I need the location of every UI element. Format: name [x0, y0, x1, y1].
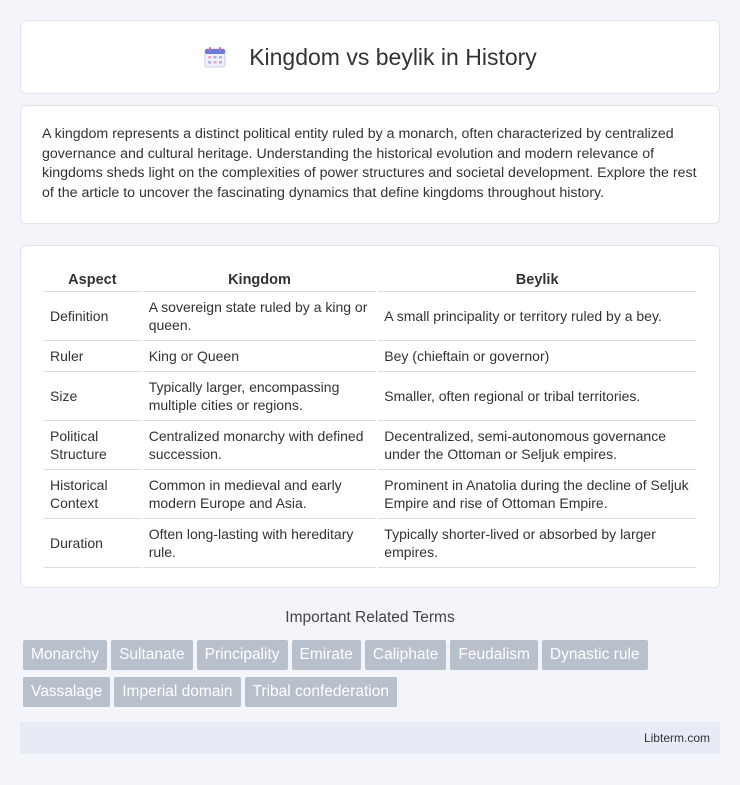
intro-card [20, 105, 720, 224]
tag-emirate[interactable]: Emirate [292, 640, 361, 670]
tag-principality[interactable]: Principality [197, 640, 288, 670]
cell-aspect: Definition [44, 292, 141, 341]
header-aspect: Aspect [44, 262, 141, 292]
header-beylik: Beylik [378, 262, 696, 292]
page-title: Kingdom vs beylik in History [249, 43, 537, 70]
tag-imperial-domain[interactable]: Imperial domain [114, 677, 240, 707]
table-row [44, 519, 696, 568]
footer-link[interactable]: Libterm.com [643, 731, 710, 745]
table-row [44, 470, 696, 519]
cell-aspect: Ruler [44, 341, 141, 372]
tag-vassalage[interactable]: Vassalage [23, 677, 110, 707]
intro-text: A kingdom represents a distinct political entity ruled by a monarch, often characterized by centralized governance and cultural heritage. Understanding the historical evolution and modern relevance of kingdoms sheds light on the complexities of power structures and societal development. Explore the rest of the article to uncover the fascinating dynamics that define kingdoms throughout history. [42, 126, 697, 201]
table-row [44, 372, 696, 421]
tag-caliphate[interactable]: Caliphate [365, 640, 447, 670]
tag-sultanate[interactable]: Sultanate [111, 640, 193, 670]
tag-feudalism[interactable]: Feudalism [450, 640, 538, 670]
table-row [44, 292, 696, 341]
cell-beylik: A small principality or territory ruled by a bey. [378, 292, 696, 341]
tag-tribal-confederation[interactable]: Tribal confederation [245, 677, 397, 707]
related-tags [23, 640, 723, 714]
tag-dynastic-rule[interactable]: Dynastic rule [542, 640, 648, 670]
table-row [44, 341, 696, 372]
cell-beylik: Bey (chieftain or governor) [378, 341, 696, 372]
table-header-row [44, 262, 696, 292]
footer [20, 722, 720, 754]
cell-kingdom: Common in medieval and early modern Europe and Asia. [143, 470, 377, 519]
cell-aspect: Size [44, 372, 141, 421]
cell-kingdom: Centralized monarchy with defined succession. [143, 421, 377, 470]
cell-kingdom: Typically larger, encompassing multiple cities or regions. [143, 372, 377, 421]
header-kingdom: Kingdom [143, 262, 377, 292]
cell-beylik: Typically shorter-lived or absorbed by larger empires. [378, 519, 696, 568]
tag-monarchy[interactable]: Monarchy [23, 640, 107, 670]
cell-beylik: Prominent in Anatolia during the decline of Seljuk Empire and rise of Ottoman Empire. [378, 470, 696, 519]
cell-aspect: Duration [44, 519, 141, 568]
cell-kingdom: A sovereign state ruled by a king or queen. [143, 292, 377, 341]
table-row [44, 421, 696, 470]
cell-aspect: Political Structure [44, 421, 141, 470]
header-card [20, 20, 720, 94]
cell-beylik: Smaller, often regional or tribal territories. [378, 372, 696, 421]
calendar-icon [203, 45, 227, 69]
cell-beylik: Decentralized, semi-autonomous governance under the Ottoman or Seljuk empires. [378, 421, 696, 470]
related-terms-title: Important Related Terms [285, 609, 455, 626]
cell-kingdom: Often long-lasting with hereditary rule. [143, 519, 377, 568]
comparison-card [20, 245, 720, 588]
cell-kingdom: King or Queen [143, 341, 377, 372]
comparison-table [42, 262, 698, 568]
cell-aspect: Historical Context [44, 470, 141, 519]
